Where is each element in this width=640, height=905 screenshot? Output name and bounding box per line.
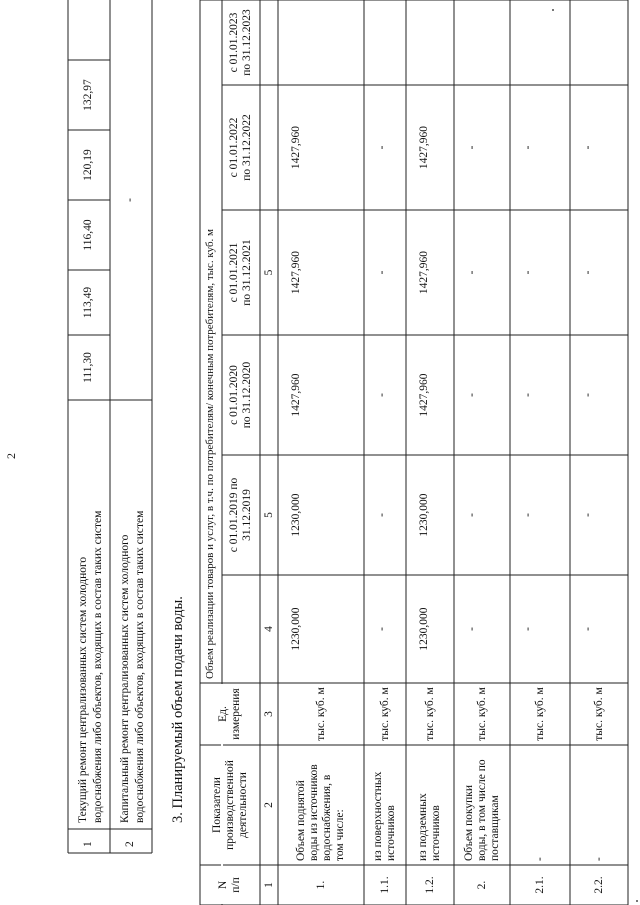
table2-header-indicator-line-3: деятельности <box>236 772 249 838</box>
table2-row-5-value-5: - <box>522 145 534 150</box>
table2-row-1-unit: тыс. куб. м <box>315 687 327 741</box>
table2-row-1-name-line-1: Объем поднятой <box>295 780 307 861</box>
table2-row-6-unit: тыс. куб. м <box>593 687 605 741</box>
table2-column-number-2: 2 <box>263 802 275 808</box>
table2-row-5-unit: тыс. куб. м <box>534 687 546 741</box>
table2-row-3-name-line-1: из подземных <box>417 793 429 861</box>
table2-header-volume: Объем реализации товаров и услуг, в т.ч. по потребителям/ конечным потребителям, тыс. куб. м <box>204 228 216 679</box>
table2-row-1-name-line-2: воды из источников <box>308 764 320 861</box>
table2-header-unit-line-1: Ед. <box>217 706 229 722</box>
table1-row-2-name-line-2: водоснабжения либо объектов, входящих в состав таких систем <box>134 510 146 823</box>
table2-row-1-value-2: 1230,000 <box>290 493 302 537</box>
table2-row-4-name-line-2: воды, в том числе по <box>475 759 488 861</box>
table1-row-2-merged-value: - <box>124 198 136 202</box>
table1-row-1-value-2: 113,49 <box>82 286 94 319</box>
table2-row-1-name-line-4: том числе: <box>334 809 346 861</box>
table2-header-number-line-1: N <box>217 880 229 890</box>
table2-header-period-1-line-1: с 01.01.2019 по <box>228 477 240 553</box>
table2-header-period-2-line-2: по 31.12.2020 <box>241 361 253 429</box>
table1-row-2-name-line-1: Капитальный ремонт централизованных систем холодного <box>119 534 131 823</box>
table2-row-5-value-2: - <box>522 513 534 517</box>
table2-row-3-name-line-2: источников <box>430 805 442 861</box>
table2-row-1-number: 1. <box>315 880 327 890</box>
table2-row-5-value-1: - <box>522 627 534 631</box>
table2-row-1-value-4: 1427,960 <box>290 250 302 295</box>
table2-row-2-name-line-2: источников <box>385 805 397 861</box>
table2-header-period-5-line-1: с 01.01.2023 <box>228 12 240 73</box>
table2-row-2-value-4: - <box>376 270 388 275</box>
table2-row-3-value-4: 1427,960 <box>418 250 430 295</box>
table1-row-1-number: 1 <box>82 841 94 847</box>
table2-column-number-1: 1 <box>263 882 275 888</box>
table1-row-2-number: 2 <box>124 841 136 847</box>
table2-header-number-line-2: п/п <box>230 877 242 893</box>
table1-row-1-value-1: 111,30 <box>82 352 94 383</box>
table2-row-4-number: 2. <box>476 880 488 890</box>
table2-row-6-value-5: - <box>582 145 594 150</box>
table2-header-period-2-line-1: с 01.01.2020 <box>228 365 240 425</box>
table2-header-period-5-line-2: по 31.12.2023 <box>241 9 253 76</box>
table2-row-2-name-line-1: из поверхностных <box>372 771 384 861</box>
table2-column-number-4: 4 <box>263 626 275 632</box>
table2-column-number-5: 5 <box>263 512 275 518</box>
table2-header-indicator-line-1: Показатели <box>210 777 223 833</box>
table2-row-6-value-2: - <box>582 513 594 517</box>
table2-row-3-value-3: 1427,960 <box>418 373 430 417</box>
table2-row-5-name-line-1: - <box>533 857 546 861</box>
table2-row-5-number: 2.1. <box>534 876 546 894</box>
table2-column-number-7: 5 <box>263 269 275 276</box>
table2-row-3-value-2: 1230,000 <box>418 493 430 537</box>
page-number: 2 <box>4 453 18 459</box>
table2-row-2-value-3: - <box>376 393 388 397</box>
table2-row-5-value-4: - <box>522 270 534 275</box>
table2-row-3-number: 1.2. <box>424 876 436 894</box>
table2-row-6-number: 2.2. <box>593 876 605 894</box>
table2-row-1-value-3: 1427,960 <box>290 373 302 417</box>
table2-row-6-name-line-1: - <box>592 857 605 861</box>
table2-row-2-unit: тыс. куб. м <box>379 687 391 741</box>
table2-header-period-3-line-1: с 01.01.2021 <box>228 242 240 303</box>
table2-header-period-3-line-2: по 31.12.2021 <box>241 239 253 306</box>
table1-row-1-value-3: 116,40 <box>82 219 94 251</box>
table1-row-1-name-line-2: водоснабжения либо объектов, входящих в состав таких систем <box>92 510 104 823</box>
table2-row-4-value-4: - <box>466 270 478 275</box>
table2-row-2-number: 1.1. <box>379 876 391 894</box>
table1-row-1-value-4: 120,19 <box>82 149 94 181</box>
table2-header-unit-line-2: измерения <box>230 688 242 740</box>
table2-row-4-value-3: - <box>466 393 478 397</box>
table2-row-1-value-5: 1427,960 <box>290 125 302 170</box>
table2-row-4-value-2: - <box>466 513 478 517</box>
table2-column-number-3: 3 <box>263 711 275 717</box>
table2-header-period-1-line-2: 31.12.2019 <box>241 489 253 541</box>
table2-row-2-value-5: - <box>376 145 388 150</box>
table2-row-3-value-1: 1230,000 <box>418 607 430 651</box>
table2-row-6-value-1: - <box>582 627 594 631</box>
table2-row-3-value-5: 1427,960 <box>418 125 430 170</box>
table1-row-1-name-line-1: Текущий ремонт централизованных систем холодного <box>77 556 89 823</box>
table2-row-3-unit: тыс. куб. м <box>424 687 436 741</box>
table2-row-4-name-line-3: поставщикам <box>488 795 501 861</box>
table2-header-indicator-line-2: производственной <box>223 760 236 850</box>
table2-row-2-value-1: - <box>376 627 388 631</box>
table2-header-period-4-line-2: по 31.12.2022 <box>241 114 253 181</box>
table2-row-5-value-3: - <box>522 393 534 397</box>
table2-row-6-value-3: - <box>582 393 594 397</box>
table2-row-1-value-1: 1230,000 <box>290 607 302 651</box>
table2-row-4-unit: тыс. куб. м <box>476 687 488 741</box>
table2-row-6-value-4: - <box>582 270 594 275</box>
table2-row-4-name-line-1: Объем покупки <box>462 784 475 861</box>
table1-row-1-value-5: 132,97 <box>82 79 94 111</box>
table2-row-1-name-line-3: водоснабжения, в <box>321 774 333 861</box>
table2-header-period-4-line-1: с 01.01.2022 <box>228 117 240 178</box>
table2-row-4-value-5: - <box>466 145 478 150</box>
section-3-title: 3. Планируемый объем подачи воды. <box>170 596 186 823</box>
table2-row-2-value-2: - <box>376 513 388 517</box>
table2-row-4-value-1: - <box>466 627 478 631</box>
